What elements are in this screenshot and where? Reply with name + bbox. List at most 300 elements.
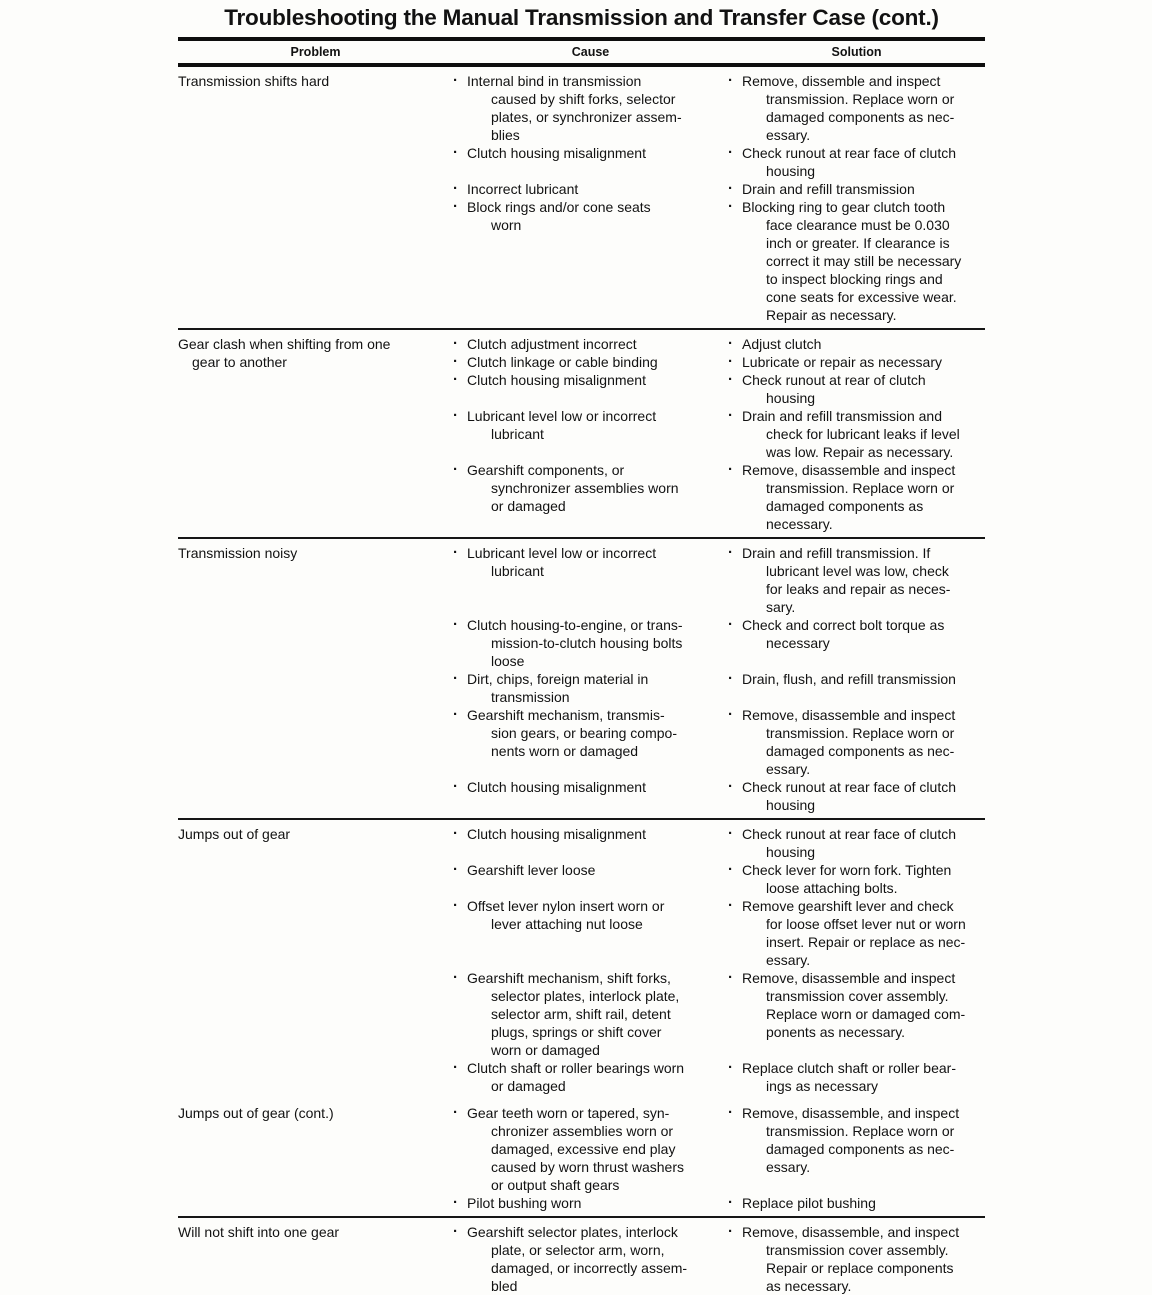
text-line: check for lubricant leaks if level bbox=[766, 426, 960, 442]
text-line: plugs, springs or shift cover bbox=[491, 1024, 662, 1040]
text-line: Replace clutch shaft or roller bear- bbox=[742, 1060, 956, 1076]
bullet-item bbox=[453, 825, 718, 843]
text-line: or output shaft gears bbox=[491, 1177, 620, 1193]
bullet-text bbox=[742, 1104, 985, 1176]
cause-solution-pair bbox=[453, 461, 985, 533]
cause-cell bbox=[453, 897, 728, 933]
page-content bbox=[178, 0, 985, 1295]
text-line: housing bbox=[766, 163, 816, 179]
text-line: synchronizer assemblies worn bbox=[491, 480, 679, 496]
cause-cell bbox=[453, 969, 728, 1059]
problem-cell bbox=[178, 825, 453, 1095]
troubleshooting-table bbox=[178, 37, 985, 1295]
text-line: Will not shift into one gear bbox=[178, 1224, 340, 1240]
cause-solution-pair bbox=[453, 198, 985, 324]
cause-solution-pair bbox=[453, 1194, 985, 1212]
text-line: Clutch housing misalignment bbox=[467, 826, 646, 842]
bullet-text bbox=[467, 1194, 718, 1212]
bullet-text bbox=[467, 897, 718, 933]
bullet-text bbox=[467, 616, 718, 670]
cause-solution-pair bbox=[453, 897, 985, 969]
page-title: Troubleshooting the Manual Transmission and Transfer Case (cont.) bbox=[224, 5, 939, 30]
text-line: lubricant bbox=[491, 563, 544, 579]
bullet-item bbox=[728, 969, 985, 1041]
solution-cell bbox=[728, 371, 985, 407]
text-line: transmission bbox=[491, 689, 570, 705]
cause-solution-pairs bbox=[453, 335, 985, 533]
text-line: Remove, disassemble and inspect bbox=[742, 970, 956, 986]
text-line: transmission. Replace worn or bbox=[766, 725, 955, 741]
bullet-icon: · bbox=[453, 371, 458, 388]
bullet-text bbox=[467, 461, 718, 515]
text-line: sary. bbox=[766, 599, 796, 615]
cause-solution-pair bbox=[453, 544, 985, 616]
problem-cell bbox=[178, 72, 453, 324]
text-line: damaged components as bbox=[766, 498, 924, 514]
bullet-text bbox=[467, 969, 718, 1059]
text-line: Gearshift lever loose bbox=[467, 862, 596, 878]
bullet-item bbox=[728, 335, 985, 353]
bullet-text bbox=[742, 198, 985, 324]
text-line: bled bbox=[491, 1278, 518, 1294]
bullet-item bbox=[728, 706, 985, 778]
solution-cell bbox=[728, 861, 985, 897]
cause-solution-pair bbox=[453, 144, 985, 180]
text-line: was low. Repair as necessary. bbox=[766, 444, 954, 460]
bullet-icon: · bbox=[453, 1223, 458, 1240]
cause-cell bbox=[453, 706, 728, 760]
bullet-item bbox=[728, 861, 985, 897]
bullet-text bbox=[742, 407, 985, 461]
cause-solution-pair bbox=[453, 778, 985, 814]
text-line: essary. bbox=[766, 127, 811, 143]
text-line: Gearshift mechanism, shift forks, bbox=[467, 970, 671, 986]
text-line: Remove, dissemble and inspect bbox=[742, 73, 941, 89]
bullet-icon: · bbox=[728, 670, 733, 687]
bullet-icon: · bbox=[728, 371, 733, 388]
text-line: Drain and refill transmission and bbox=[742, 408, 942, 424]
cause-cell bbox=[453, 1223, 728, 1295]
bullet-text bbox=[467, 1059, 718, 1095]
table-row bbox=[178, 328, 985, 537]
text-line: Clutch linkage or cable binding bbox=[467, 354, 658, 370]
text-line: for loose offset lever nut or worn bbox=[766, 916, 966, 932]
text-line: necessary bbox=[766, 635, 830, 651]
text-line: damaged, or incorrectly assem- bbox=[491, 1260, 688, 1276]
bullet-text bbox=[467, 778, 718, 796]
bullet-icon: · bbox=[728, 706, 733, 723]
bullet-item bbox=[453, 144, 718, 162]
bullet-icon: · bbox=[728, 1223, 733, 1240]
bullet-item bbox=[728, 371, 985, 407]
bullet-text bbox=[467, 1104, 718, 1194]
bullet-text bbox=[742, 616, 985, 652]
text-line: loose bbox=[491, 653, 525, 669]
bullet-text bbox=[742, 544, 985, 616]
text-line: Replace pilot bushing bbox=[742, 1195, 876, 1211]
bullet-icon: · bbox=[453, 897, 458, 914]
text-line: Clutch shaft or roller bearings worn bbox=[467, 1060, 685, 1076]
cause-solution-pair bbox=[453, 335, 985, 353]
bullet-icon: · bbox=[728, 335, 733, 352]
text-line: Drain and refill transmission bbox=[742, 181, 915, 197]
solution-cell bbox=[728, 335, 985, 353]
text-line: Transmission shifts hard bbox=[178, 73, 330, 89]
bullet-text bbox=[742, 706, 985, 778]
bullet-item bbox=[453, 353, 718, 371]
bullet-text bbox=[742, 461, 985, 533]
bullet-icon: · bbox=[728, 825, 733, 842]
cause-solution-pair bbox=[453, 616, 985, 670]
text-line: Remove gearshift lever and check bbox=[742, 898, 954, 914]
text-line: ponents as necessary. bbox=[766, 1024, 906, 1040]
text-line: Drain and refill transmission. If bbox=[742, 545, 931, 561]
bullet-item bbox=[728, 461, 985, 533]
bullet-icon: · bbox=[728, 861, 733, 878]
text-line: Dirt, chips, foreign material in bbox=[467, 671, 649, 687]
text-line: face clearance must be 0.030 bbox=[766, 217, 950, 233]
bullet-text bbox=[467, 407, 718, 443]
text-line: Check runout at rear face of clutch bbox=[742, 145, 956, 161]
text-line: damaged components as nec- bbox=[766, 743, 955, 759]
cause-cell bbox=[453, 461, 728, 515]
bullet-item bbox=[453, 616, 718, 670]
bullet-icon: · bbox=[453, 616, 458, 633]
bullet-item bbox=[453, 706, 718, 760]
text-line: plates, or synchronizer assem- bbox=[491, 109, 682, 125]
bullet-text bbox=[742, 778, 985, 814]
bullet-icon: · bbox=[453, 1194, 458, 1211]
bullet-icon: · bbox=[453, 969, 458, 986]
header-solution: Solution bbox=[831, 45, 882, 59]
bullet-item bbox=[728, 897, 985, 969]
bullet-icon: · bbox=[728, 198, 733, 215]
text-line: loose attaching bolts. bbox=[766, 880, 898, 896]
text-line: Adjust clutch bbox=[742, 336, 822, 352]
text-line: Check runout at rear of clutch bbox=[742, 372, 926, 388]
bullet-icon: · bbox=[453, 778, 458, 795]
cause-solution-pair bbox=[453, 1059, 985, 1095]
text-line: Transmission noisy bbox=[178, 545, 298, 561]
text-line: gear to another bbox=[192, 354, 287, 370]
solution-cell bbox=[728, 778, 985, 814]
bullet-icon: · bbox=[728, 616, 733, 633]
text-line: transmission cover assembly. bbox=[766, 1242, 949, 1258]
header-problem: Problem bbox=[290, 45, 341, 59]
cause-solution-pairs bbox=[453, 1223, 985, 1295]
cause-cell bbox=[453, 198, 728, 234]
solution-cell bbox=[728, 825, 985, 861]
bullet-icon: · bbox=[728, 1104, 733, 1121]
bullet-icon: · bbox=[453, 180, 458, 197]
bullet-text bbox=[467, 144, 718, 162]
solution-cell bbox=[728, 544, 985, 616]
bullet-icon: · bbox=[453, 670, 458, 687]
text-line: Lubricant level low or incorrect bbox=[467, 408, 657, 424]
cause-solution-pairs bbox=[453, 544, 985, 814]
text-line: sion gears, or bearing compo- bbox=[491, 725, 677, 741]
bullet-item bbox=[728, 144, 985, 180]
table-row bbox=[178, 537, 985, 818]
cause-cell bbox=[453, 861, 728, 879]
bullet-text bbox=[742, 825, 985, 861]
text-line: Repair or replace components bbox=[766, 1260, 954, 1276]
text-line: plate, or selector arm, worn, bbox=[491, 1242, 665, 1258]
text-line: mission-to-clutch housing bolts bbox=[491, 635, 683, 651]
bullet-icon: · bbox=[453, 861, 458, 878]
text-line: Clutch adjustment incorrect bbox=[467, 336, 637, 352]
cause-cell bbox=[453, 1059, 728, 1095]
table-row bbox=[178, 67, 985, 328]
bullet-item bbox=[453, 371, 718, 389]
bullet-item bbox=[728, 778, 985, 814]
bullet-item bbox=[728, 180, 985, 198]
solution-cell bbox=[728, 897, 985, 969]
text-line: chronizer assemblies worn or bbox=[491, 1123, 674, 1139]
cause-cell bbox=[453, 335, 728, 353]
text-line: necessary. bbox=[766, 516, 833, 532]
solution-cell bbox=[728, 670, 985, 688]
bullet-text bbox=[467, 670, 718, 706]
bullet-icon: · bbox=[453, 461, 458, 478]
bullet-icon: · bbox=[728, 1059, 733, 1076]
bullet-item bbox=[453, 407, 718, 443]
cause-solution-pair bbox=[453, 407, 985, 461]
bullet-icon: · bbox=[453, 72, 458, 89]
bullet-icon: · bbox=[728, 180, 733, 197]
cause-solution-pair bbox=[453, 861, 985, 897]
cause-solution-pairs bbox=[453, 72, 985, 324]
bullet-text bbox=[467, 1223, 718, 1295]
solution-cell bbox=[728, 353, 985, 371]
text-line: housing bbox=[766, 797, 816, 813]
text-line: as necessary. bbox=[766, 1278, 852, 1294]
bullet-icon: · bbox=[728, 969, 733, 986]
bullet-item bbox=[728, 544, 985, 616]
text-line: Gearshift mechanism, transmis- bbox=[467, 707, 665, 723]
bullet-icon: · bbox=[728, 144, 733, 161]
bullet-item bbox=[453, 670, 718, 706]
bullet-item bbox=[453, 1104, 718, 1194]
text-line: damaged, excessive end play bbox=[491, 1141, 676, 1157]
bullet-item bbox=[728, 1194, 985, 1212]
bullet-icon: · bbox=[453, 825, 458, 842]
text-line: Clutch housing misalignment bbox=[467, 779, 646, 795]
bullet-item bbox=[728, 825, 985, 861]
cause-solution-pair bbox=[453, 72, 985, 144]
bullet-text bbox=[467, 371, 718, 389]
text-line: insert. Repair or replace as nec- bbox=[766, 934, 966, 950]
bullet-text bbox=[467, 335, 718, 353]
solution-cell bbox=[728, 1104, 985, 1176]
text-line: damaged components as nec- bbox=[766, 1141, 955, 1157]
cause-cell bbox=[453, 407, 728, 443]
cause-cell bbox=[453, 1104, 728, 1194]
bullet-text bbox=[742, 670, 985, 688]
bullet-icon: · bbox=[453, 144, 458, 161]
text-line: Clutch housing misalignment bbox=[467, 145, 646, 161]
text-line: Check runout at rear face of clutch bbox=[742, 779, 956, 795]
bullet-item bbox=[453, 1223, 718, 1295]
text-line: Pilot bushing worn bbox=[467, 1195, 582, 1211]
text-line: Repair as necessary. bbox=[766, 307, 897, 323]
text-line: or damaged bbox=[491, 498, 566, 514]
text-line: or damaged bbox=[491, 1078, 566, 1094]
header-cause: Cause bbox=[571, 45, 610, 59]
bullet-item bbox=[728, 670, 985, 688]
solution-cell bbox=[728, 180, 985, 198]
problem-cell bbox=[178, 335, 453, 533]
text-line: Incorrect lubricant bbox=[467, 181, 579, 197]
solution-cell bbox=[728, 616, 985, 652]
cause-solution-pair bbox=[453, 180, 985, 198]
bullet-icon: · bbox=[453, 353, 458, 370]
text-line: Remove, disassemble and inspect bbox=[742, 707, 956, 723]
text-line: Remove, disassemble, and inspect bbox=[742, 1105, 960, 1121]
bullet-item bbox=[728, 198, 985, 324]
text-line: Jumps out of gear (cont.) bbox=[178, 1105, 334, 1121]
text-line: selector plates, interlock plate, bbox=[491, 988, 680, 1004]
bullet-text bbox=[467, 353, 718, 371]
problem-cell bbox=[178, 544, 453, 814]
bullet-text bbox=[467, 861, 718, 879]
text-line: Gear teeth worn or tapered, syn- bbox=[467, 1105, 670, 1121]
bullet-text bbox=[742, 353, 985, 371]
cause-cell bbox=[453, 144, 728, 162]
bullet-icon: · bbox=[728, 461, 733, 478]
bullet-text bbox=[467, 198, 718, 234]
text-line: Jumps out of gear bbox=[178, 826, 291, 842]
text-line: transmission. Replace worn or bbox=[766, 1123, 955, 1139]
bullet-icon: · bbox=[453, 407, 458, 424]
text-line: nents worn or damaged bbox=[491, 743, 639, 759]
bullet-text bbox=[467, 180, 718, 198]
bullet-icon: · bbox=[453, 706, 458, 723]
bullet-icon: · bbox=[728, 72, 733, 89]
text-line: essary. bbox=[766, 1159, 811, 1175]
bullet-item bbox=[728, 1104, 985, 1176]
bullet-icon: · bbox=[728, 778, 733, 795]
solution-cell bbox=[728, 1223, 985, 1295]
cause-solution-pair bbox=[453, 706, 985, 778]
text-line: Block rings and/or cone seats bbox=[467, 199, 651, 215]
bullet-icon: · bbox=[453, 198, 458, 215]
bullet-text bbox=[467, 544, 718, 580]
text-line: Lubricant level low or incorrect bbox=[467, 545, 657, 561]
bullet-item bbox=[453, 72, 718, 144]
table-body bbox=[178, 67, 985, 1295]
bullet-text bbox=[742, 1059, 985, 1095]
bullet-icon: · bbox=[728, 897, 733, 914]
text-line: Internal bind in transmission bbox=[467, 73, 642, 89]
text-line: Check lever for worn fork. Tighten bbox=[742, 862, 952, 878]
cause-solution-pair bbox=[453, 670, 985, 706]
bullet-icon: · bbox=[728, 544, 733, 561]
bullet-icon: · bbox=[728, 1194, 733, 1211]
text-line: to inspect blocking rings and bbox=[766, 271, 943, 287]
text-line: Replace worn or damaged com- bbox=[766, 1006, 966, 1022]
bullet-text bbox=[467, 706, 718, 760]
text-line: selector arm, shift rail, detent bbox=[491, 1006, 671, 1022]
text-line: Check and correct bolt torque as bbox=[742, 617, 945, 633]
bullet-icon: · bbox=[453, 1059, 458, 1076]
solution-cell bbox=[728, 144, 985, 180]
text-line: for leaks and repair as neces- bbox=[766, 581, 951, 597]
text-line: Gearshift selector plates, interlock bbox=[467, 1224, 678, 1240]
cause-cell bbox=[453, 670, 728, 706]
text-line: essary. bbox=[766, 761, 811, 777]
cause-cell bbox=[453, 353, 728, 371]
text-line: Drain, flush, and refill transmission bbox=[742, 671, 956, 687]
bullet-text bbox=[467, 825, 718, 843]
text-line: transmission. Replace worn or bbox=[766, 480, 955, 496]
text-line: cone seats for excessive wear. bbox=[766, 289, 957, 305]
text-line: Gear clash when shifting from one bbox=[178, 336, 391, 352]
text-line: transmission. Replace worn or bbox=[766, 91, 955, 107]
text-line: caused by shift forks, selector bbox=[491, 91, 676, 107]
bullet-item bbox=[728, 1223, 985, 1295]
text-line: inch or greater. If clearance is bbox=[766, 235, 950, 251]
text-line: Clutch housing-to-engine, or trans- bbox=[467, 617, 683, 633]
bullet-text bbox=[742, 1223, 985, 1295]
text-line: damaged components as nec- bbox=[766, 109, 955, 125]
text-line: Offset lever nylon insert worn or bbox=[467, 898, 665, 914]
text-line: transmission cover assembly. bbox=[766, 988, 949, 1004]
bullet-text bbox=[742, 72, 985, 144]
bullet-item bbox=[728, 1059, 985, 1095]
bullet-item bbox=[453, 544, 718, 580]
bullet-item bbox=[453, 897, 718, 933]
cause-cell bbox=[453, 72, 728, 144]
bullet-icon: · bbox=[453, 335, 458, 352]
table-row bbox=[178, 818, 985, 1099]
bullet-text bbox=[467, 72, 718, 144]
solution-cell bbox=[728, 706, 985, 778]
solution-cell bbox=[728, 1059, 985, 1095]
cause-solution-pair bbox=[453, 1223, 985, 1295]
bullet-text bbox=[742, 335, 985, 353]
text-line: lubricant bbox=[491, 426, 544, 442]
bullet-item bbox=[453, 198, 718, 234]
solution-cell bbox=[728, 198, 985, 324]
text-line: correct it may still be necessary bbox=[766, 253, 962, 269]
cause-cell bbox=[453, 371, 728, 389]
bullet-item bbox=[453, 461, 718, 515]
bullet-item bbox=[453, 1194, 718, 1212]
text-line: blies bbox=[491, 127, 520, 143]
text-line: housing bbox=[766, 844, 816, 860]
solution-cell bbox=[728, 461, 985, 533]
text-line: lever attaching nut loose bbox=[491, 916, 643, 932]
cause-solution-pairs bbox=[453, 825, 985, 1095]
solution-cell bbox=[728, 407, 985, 461]
bullet-text bbox=[742, 144, 985, 180]
table-header-row bbox=[178, 37, 985, 67]
solution-cell bbox=[728, 1194, 985, 1212]
bullet-item bbox=[453, 778, 718, 796]
bullet-text bbox=[742, 371, 985, 407]
bullet-icon: · bbox=[728, 407, 733, 424]
cause-solution-pair bbox=[453, 1104, 985, 1194]
bullet-item bbox=[728, 616, 985, 652]
bullet-text bbox=[742, 180, 985, 198]
cause-cell bbox=[453, 825, 728, 843]
bullet-item bbox=[453, 969, 718, 1059]
cause-cell bbox=[453, 1194, 728, 1212]
bullet-icon: · bbox=[453, 544, 458, 561]
text-line: Lubricate or repair as necessary bbox=[742, 354, 942, 370]
text-line: housing bbox=[766, 390, 816, 406]
